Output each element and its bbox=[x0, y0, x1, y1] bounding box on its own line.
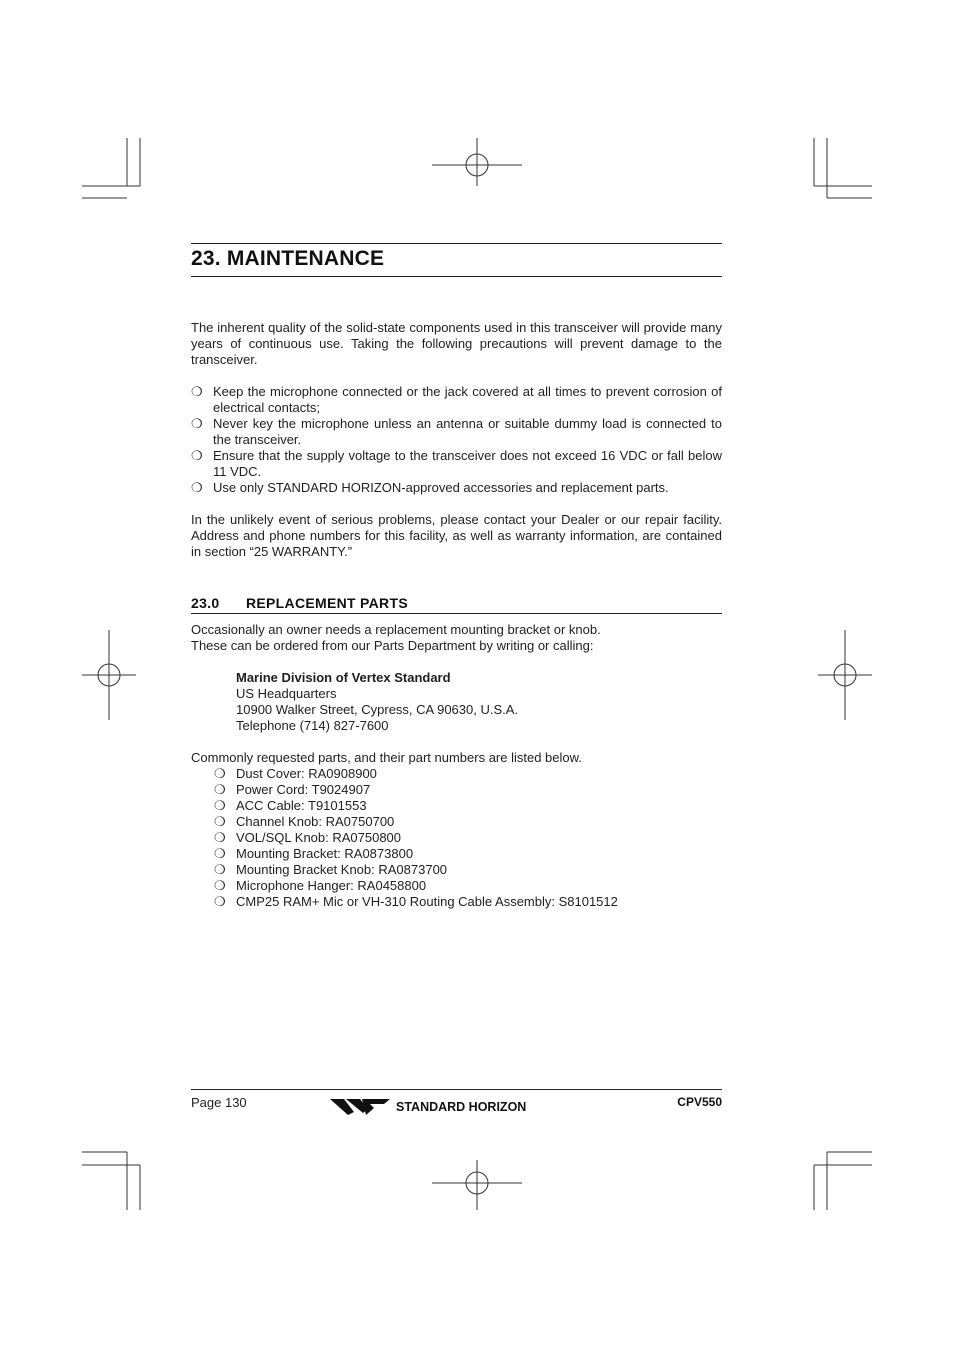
company-name: Marine Division of Vertex Standard bbox=[236, 670, 451, 685]
list-item: ❍ Dust Cover: RA0908900 bbox=[214, 766, 377, 781]
intro-paragraph: The inherent quality of the solid-state components used in this transceiver will provide many years of continuous use. Taking the following precautions will prevent damage to the transceiver. bbox=[191, 320, 722, 367]
standard-horizon-logo bbox=[330, 1096, 590, 1118]
model-name: CPV550 bbox=[677, 1095, 722, 1109]
list-item: ❍ Microphone Hanger: RA0458800 bbox=[214, 878, 427, 893]
parts-list bbox=[214, 766, 618, 910]
page-number: Page 130 bbox=[191, 1095, 247, 1110]
list-item: ❍ Never key the microphone unless an antenna or suitable dummy load is connected to the transceiver. bbox=[191, 416, 722, 447]
bullet-circle-icon: ❍ bbox=[214, 878, 226, 893]
title-top-rule bbox=[191, 243, 722, 244]
list-item: ❍ Mounting Bracket Knob: RA0873700 bbox=[214, 862, 448, 877]
list-item: ❍ Use only STANDARD HORIZON-approved accessories and replacement parts. bbox=[191, 480, 669, 495]
bullet-circle-icon: ❍ bbox=[214, 798, 226, 813]
precautions-list bbox=[191, 384, 722, 496]
list-item: ❍ Ensure that the supply voltage to the transceiver does not exceed 16 VDC or fall below 11 VDC. bbox=[191, 448, 722, 479]
section-heading bbox=[191, 595, 408, 611]
replacement-intro: Occasionally an owner needs a replacement mounting bracket or knob. These can be ordered from our Parts Department by writing or calling: bbox=[191, 622, 601, 653]
bullet-circle-icon: ❍ bbox=[214, 862, 226, 877]
section-title: REPLACEMENT PARTS bbox=[246, 595, 408, 611]
title-bottom-rule bbox=[191, 276, 722, 277]
brand-name: STANDARD HORIZON bbox=[396, 1100, 527, 1114]
list-item: ❍ Power Cord: T9024907 bbox=[214, 782, 371, 797]
bullet-circle-icon: ❍ bbox=[214, 830, 226, 845]
bullet-circle-icon: ❍ bbox=[214, 894, 226, 909]
list-item: ❍ Keep the microphone connected or the jack covered at all times to prevent corrosion of electrical contacts; bbox=[191, 384, 722, 415]
bullet-circle-icon: ❍ bbox=[214, 846, 226, 861]
bullet-circle-icon: ❍ bbox=[214, 814, 226, 829]
address-block bbox=[236, 670, 518, 734]
chapter-title: 23. MAINTENANCE bbox=[191, 247, 385, 270]
bullet-circle-icon: ❍ bbox=[191, 448, 203, 463]
bullet-circle-icon: ❍ bbox=[214, 782, 226, 797]
contact-paragraph: In the unlikely event of serious problems, please contact your Dealer or our repair facility. Address and phone numbers for this facility, as well as warranty information, are contained in section “25 WARRANTY.” bbox=[191, 512, 722, 559]
list-item: ❍ Channel Knob: RA0750700 bbox=[214, 814, 395, 829]
list-item: ❍ ACC Cable: T9101553 bbox=[214, 798, 367, 813]
address-line: 10900 Walker Street, Cypress, CA 90630, U.S.A. bbox=[236, 702, 519, 717]
bullet-circle-icon: ❍ bbox=[191, 416, 203, 431]
address-line: US Headquarters bbox=[236, 686, 337, 701]
section-number: 23.0 bbox=[191, 595, 220, 611]
bullet-circle-icon: ❍ bbox=[214, 766, 226, 781]
footer-rule bbox=[191, 1089, 722, 1090]
section-rule bbox=[191, 613, 722, 614]
list-item: ❍ Mounting Bracket: RA0873800 bbox=[214, 846, 414, 861]
parts-intro: Commonly requested parts, and their part numbers are listed below. bbox=[191, 750, 582, 765]
list-item: ❍ VOL/SQL Knob: RA0750800 bbox=[214, 830, 402, 845]
list-item: ❍ CMP25 RAM+ Mic or VH-310 Routing Cable Assembly: S8101512 bbox=[214, 894, 618, 909]
bullet-circle-icon: ❍ bbox=[191, 384, 203, 399]
phone-number: Telephone (714) 827-7600 bbox=[236, 718, 389, 733]
bullet-circle-icon: ❍ bbox=[191, 480, 203, 495]
